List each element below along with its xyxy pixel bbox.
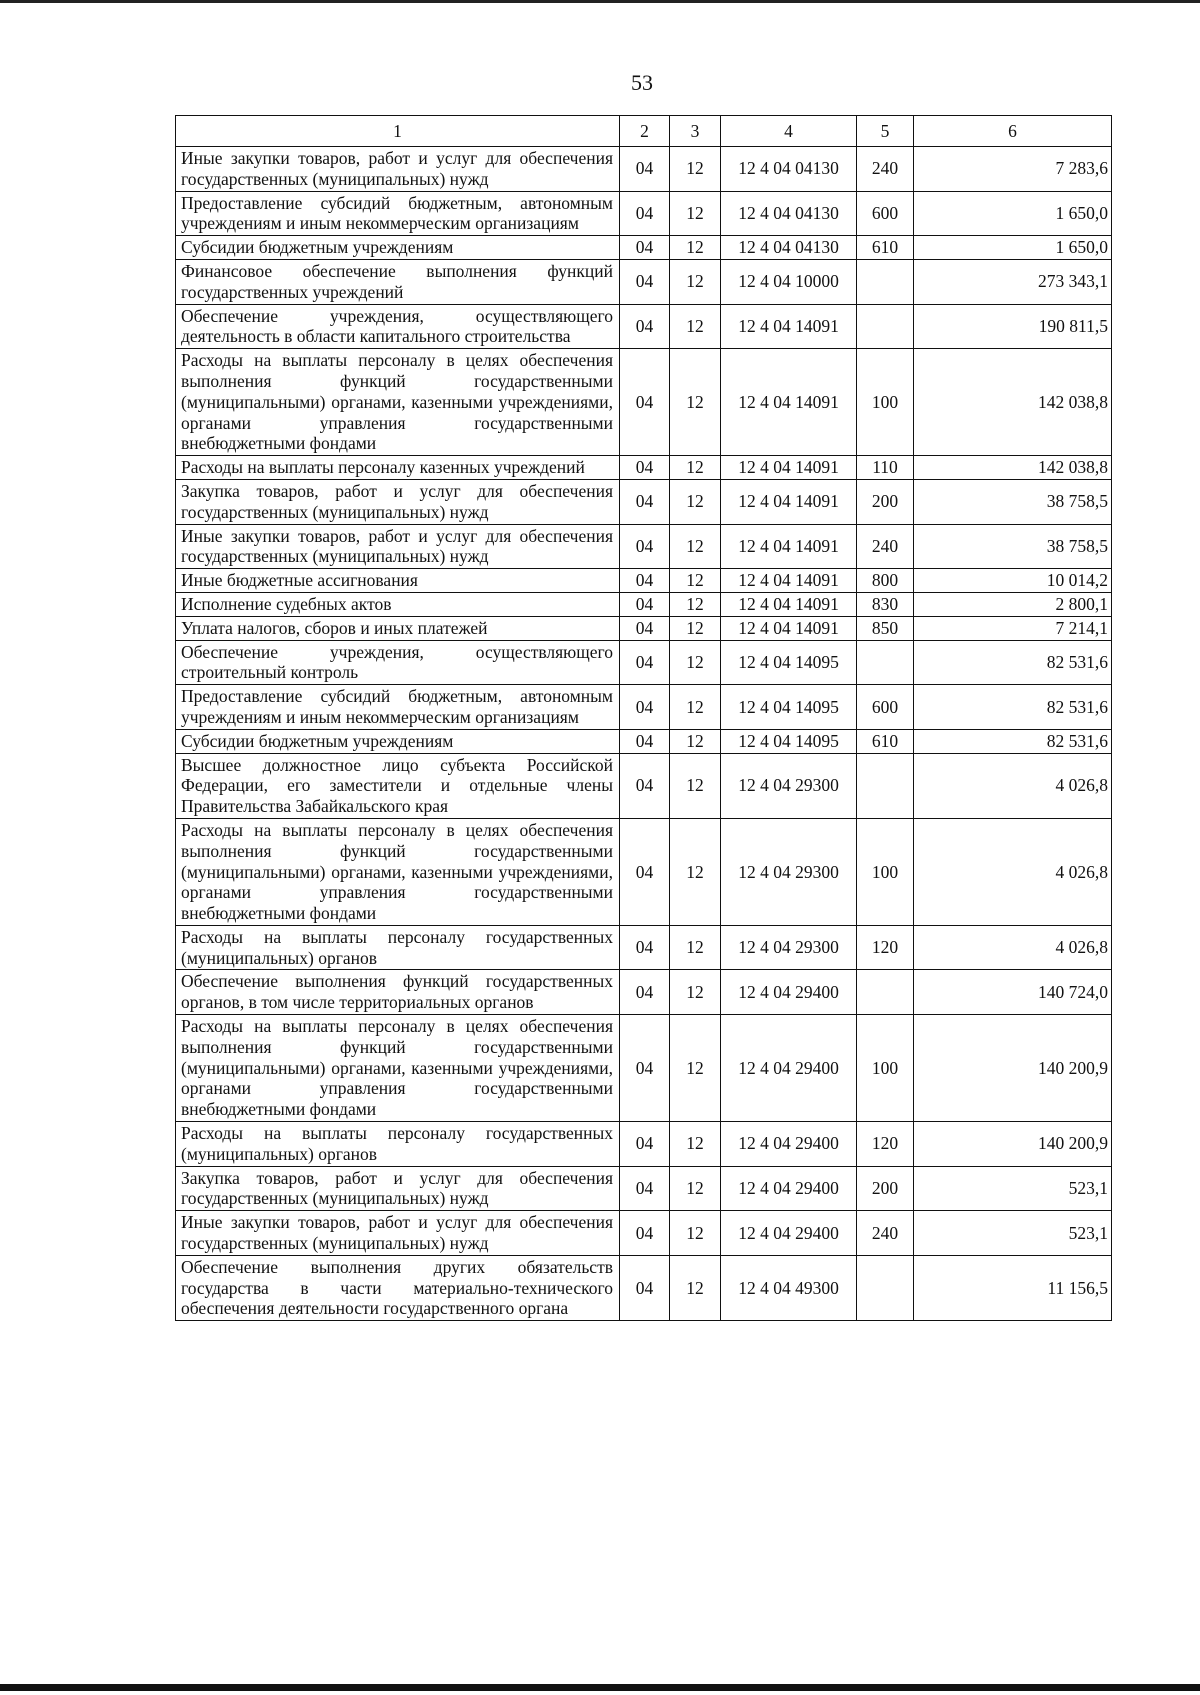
table-row	[176, 925, 1112, 970]
row-expense-type: 830	[857, 592, 914, 616]
row-amount: 140 724,0	[914, 970, 1112, 1015]
table-row	[176, 1015, 1112, 1122]
row-subsection: 12	[670, 1211, 721, 1256]
row-target-code: 12 4 04 10000	[721, 259, 857, 304]
row-name: Высшее должностное лицо субъекта Российской Федерации, его заместители и отдельные члены Правительства Забайкальского края	[176, 753, 620, 818]
row-subsection: 12	[670, 456, 721, 480]
row-name: Уплата налогов, сборов и иных платежей	[176, 616, 620, 640]
table-row	[176, 729, 1112, 753]
row-subsection: 12	[670, 259, 721, 304]
row-expense-type: 800	[857, 569, 914, 593]
row-amount: 7 283,6	[914, 147, 1112, 192]
row-amount: 523,1	[914, 1211, 1112, 1256]
row-name: Обеспечение учреждения, осуществляющего деятельность в области капитального строительства	[176, 304, 620, 349]
row-expense-type: 610	[857, 729, 914, 753]
row-target-code: 12 4 04 14095	[721, 729, 857, 753]
row-expense-type: 100	[857, 349, 914, 456]
row-subsection: 12	[670, 970, 721, 1015]
row-expense-type	[857, 304, 914, 349]
row-target-code: 12 4 04 29300	[721, 753, 857, 818]
table-row	[176, 456, 1112, 480]
row-name: Расходы на выплаты персоналу в целях обеспечения выполнения функций государственными (муниципальными) органами, казенными учреждениями, органами управления государственными внебюджетными фондами	[176, 1015, 620, 1122]
table-body	[176, 147, 1112, 1321]
row-expense-type	[857, 970, 914, 1015]
header-col-4: 4	[721, 116, 857, 147]
row-section: 04	[620, 524, 670, 569]
row-subsection: 12	[670, 592, 721, 616]
row-target-code: 12 4 04 14091	[721, 569, 857, 593]
row-amount: 10 014,2	[914, 569, 1112, 593]
row-name: Иные закупки товаров, работ и услуг для обеспечения государственных (муниципальных) нужд	[176, 524, 620, 569]
row-amount: 7 214,1	[914, 616, 1112, 640]
table-row	[176, 1255, 1112, 1320]
row-target-code: 12 4 04 04130	[721, 191, 857, 236]
row-section: 04	[620, 236, 670, 260]
row-expense-type: 110	[857, 456, 914, 480]
row-amount: 4 026,8	[914, 818, 1112, 925]
row-name: Обеспечение выполнения функций государственных органов, в том числе территориальных органов	[176, 970, 620, 1015]
row-amount: 140 200,9	[914, 1015, 1112, 1122]
row-subsection: 12	[670, 616, 721, 640]
table-header	[176, 116, 1112, 147]
row-section: 04	[620, 191, 670, 236]
row-section: 04	[620, 753, 670, 818]
row-subsection: 12	[670, 925, 721, 970]
row-subsection: 12	[670, 729, 721, 753]
table-row	[176, 304, 1112, 349]
row-name: Обеспечение выполнения других обязательств государства в части материально-технического обеспечения деятельности государственного органа	[176, 1255, 620, 1320]
row-expense-type: 240	[857, 524, 914, 569]
row-target-code: 12 4 04 29400	[721, 1211, 857, 1256]
header-col-1: 1	[176, 116, 620, 147]
row-target-code: 12 4 04 14095	[721, 640, 857, 685]
row-amount: 142 038,8	[914, 456, 1112, 480]
row-name: Закупка товаров, работ и услуг для обеспечения государственных (муниципальных) нужд	[176, 479, 620, 524]
row-target-code: 12 4 04 04130	[721, 236, 857, 260]
header-col-5: 5	[857, 116, 914, 147]
table-row	[176, 753, 1112, 818]
row-section: 04	[620, 1211, 670, 1256]
row-section: 04	[620, 259, 670, 304]
table-row	[176, 685, 1112, 730]
page-number: 53	[631, 70, 653, 95]
row-expense-type: 240	[857, 1211, 914, 1256]
row-amount: 2 800,1	[914, 592, 1112, 616]
row-expense-type: 200	[857, 479, 914, 524]
row-target-code: 12 4 04 14091	[721, 456, 857, 480]
page-top-border	[0, 0, 1200, 3]
row-amount: 1 650,0	[914, 191, 1112, 236]
row-subsection: 12	[670, 147, 721, 192]
row-amount: 190 811,5	[914, 304, 1112, 349]
row-expense-type	[857, 640, 914, 685]
row-name: Иные закупки товаров, работ и услуг для обеспечения государственных (муниципальных) нужд	[176, 1211, 620, 1256]
row-subsection: 12	[670, 1255, 721, 1320]
row-expense-type	[857, 1255, 914, 1320]
row-target-code: 12 4 04 49300	[721, 1255, 857, 1320]
row-name: Обеспечение учреждения, осуществляющего строительный контроль	[176, 640, 620, 685]
row-section: 04	[620, 925, 670, 970]
row-subsection: 12	[670, 479, 721, 524]
row-name: Исполнение судебных актов	[176, 592, 620, 616]
table-row	[176, 569, 1112, 593]
row-name: Расходы на выплаты персоналу государственных (муниципальных) органов	[176, 1122, 620, 1167]
row-subsection: 12	[670, 569, 721, 593]
table-row	[176, 1211, 1112, 1256]
row-expense-type: 120	[857, 925, 914, 970]
row-subsection: 12	[670, 236, 721, 260]
row-target-code: 12 4 04 14095	[721, 685, 857, 730]
table-row	[176, 147, 1112, 192]
row-target-code: 12 4 04 29300	[721, 818, 857, 925]
row-amount: 523,1	[914, 1166, 1112, 1211]
row-expense-type	[857, 753, 914, 818]
row-section: 04	[620, 456, 670, 480]
row-section: 04	[620, 479, 670, 524]
row-amount: 273 343,1	[914, 259, 1112, 304]
row-target-code: 12 4 04 14091	[721, 616, 857, 640]
row-amount: 38 758,5	[914, 479, 1112, 524]
row-expense-type: 100	[857, 1015, 914, 1122]
row-target-code: 12 4 04 04130	[721, 147, 857, 192]
row-subsection: 12	[670, 349, 721, 456]
row-section: 04	[620, 729, 670, 753]
row-amount: 140 200,9	[914, 1122, 1112, 1167]
row-subsection: 12	[670, 640, 721, 685]
row-section: 04	[620, 685, 670, 730]
row-expense-type: 240	[857, 147, 914, 192]
row-name: Расходы на выплаты персоналу в целях обеспечения выполнения функций государственными (муниципальными) органами, казенными учреждениями, органами управления государственными внебюджетными фондами	[176, 349, 620, 456]
row-expense-type: 100	[857, 818, 914, 925]
row-name: Субсидии бюджетным учреждениям	[176, 236, 620, 260]
table-row	[176, 640, 1112, 685]
row-target-code: 12 4 04 29300	[721, 925, 857, 970]
row-expense-type: 610	[857, 236, 914, 260]
header-col-2: 2	[620, 116, 670, 147]
row-section: 04	[620, 1015, 670, 1122]
row-section: 04	[620, 1122, 670, 1167]
table-row	[176, 479, 1112, 524]
row-subsection: 12	[670, 685, 721, 730]
table-row	[176, 970, 1112, 1015]
page-bottom-border	[0, 1684, 1200, 1691]
row-amount: 4 026,8	[914, 753, 1112, 818]
row-subsection: 12	[670, 1122, 721, 1167]
row-expense-type: 200	[857, 1166, 914, 1211]
row-section: 04	[620, 640, 670, 685]
row-name: Иные закупки товаров, работ и услуг для обеспечения государственных (муниципальных) нужд	[176, 147, 620, 192]
table-row	[176, 524, 1112, 569]
row-name: Расходы на выплаты персоналу государственных (муниципальных) органов	[176, 925, 620, 970]
row-section: 04	[620, 592, 670, 616]
row-section: 04	[620, 569, 670, 593]
row-expense-type: 600	[857, 685, 914, 730]
row-subsection: 12	[670, 304, 721, 349]
table-row	[176, 1166, 1112, 1211]
row-name: Закупка товаров, работ и услуг для обеспечения государственных (муниципальных) нужд	[176, 1166, 620, 1211]
budget-table	[175, 115, 1112, 1321]
row-target-code: 12 4 04 14091	[721, 479, 857, 524]
row-section: 04	[620, 304, 670, 349]
row-target-code: 12 4 04 29400	[721, 1122, 857, 1167]
row-target-code: 12 4 04 29400	[721, 970, 857, 1015]
table-row	[176, 191, 1112, 236]
row-section: 04	[620, 818, 670, 925]
row-section: 04	[620, 1166, 670, 1211]
row-target-code: 12 4 04 14091	[721, 304, 857, 349]
row-amount: 1 650,0	[914, 236, 1112, 260]
row-target-code: 12 4 04 29400	[721, 1015, 857, 1122]
row-target-code: 12 4 04 14091	[721, 524, 857, 569]
row-expense-type	[857, 259, 914, 304]
row-amount: 38 758,5	[914, 524, 1112, 569]
header-col-3: 3	[670, 116, 721, 147]
row-subsection: 12	[670, 524, 721, 569]
row-name: Предоставление субсидий бюджетным, автономным учреждениям и иным некоммерческим организациям	[176, 191, 620, 236]
row-amount: 82 531,6	[914, 685, 1112, 730]
table-row	[176, 349, 1112, 456]
row-expense-type: 600	[857, 191, 914, 236]
row-section: 04	[620, 970, 670, 1015]
table-row	[176, 616, 1112, 640]
row-target-code: 12 4 04 14091	[721, 592, 857, 616]
row-subsection: 12	[670, 818, 721, 925]
table-row	[176, 592, 1112, 616]
row-amount: 11 156,5	[914, 1255, 1112, 1320]
row-name: Иные бюджетные ассигнования	[176, 569, 620, 593]
row-subsection: 12	[670, 191, 721, 236]
row-subsection: 12	[670, 1015, 721, 1122]
row-amount: 142 038,8	[914, 349, 1112, 456]
row-name: Финансовое обеспечение выполнения функций государственных учреждений	[176, 259, 620, 304]
row-section: 04	[620, 147, 670, 192]
row-subsection: 12	[670, 1166, 721, 1211]
header-col-6: 6	[914, 116, 1112, 147]
row-expense-type: 120	[857, 1122, 914, 1167]
row-amount: 82 531,6	[914, 729, 1112, 753]
row-name: Расходы на выплаты персоналу казенных учреждений	[176, 456, 620, 480]
table-row	[176, 259, 1112, 304]
row-section: 04	[620, 349, 670, 456]
row-subsection: 12	[670, 753, 721, 818]
row-expense-type: 850	[857, 616, 914, 640]
row-section: 04	[620, 616, 670, 640]
header-row	[176, 116, 1112, 147]
table-row	[176, 818, 1112, 925]
row-amount: 4 026,8	[914, 925, 1112, 970]
row-amount: 82 531,6	[914, 640, 1112, 685]
row-name: Субсидии бюджетным учреждениям	[176, 729, 620, 753]
row-target-code: 12 4 04 14091	[721, 349, 857, 456]
row-target-code: 12 4 04 29400	[721, 1166, 857, 1211]
row-section: 04	[620, 1255, 670, 1320]
table-row	[176, 236, 1112, 260]
table-row	[176, 1122, 1112, 1167]
row-name: Предоставление субсидий бюджетным, автономным учреждениям и иным некоммерческим организациям	[176, 685, 620, 730]
row-name: Расходы на выплаты персоналу в целях обеспечения выполнения функций государственными (муниципальными) органами, казенными учреждениями, органами управления государственными внебюджетными фондами	[176, 818, 620, 925]
